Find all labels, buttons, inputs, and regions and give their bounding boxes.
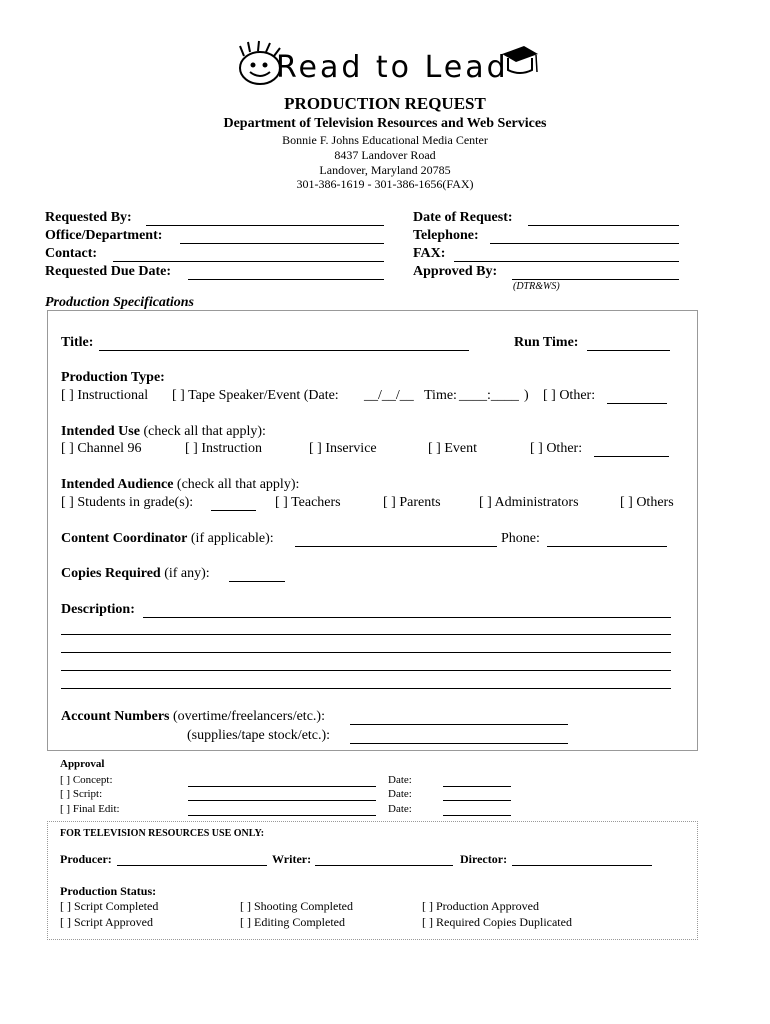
office-label: Office/Department: bbox=[45, 228, 163, 243]
copies-label: Copies Required bbox=[61, 566, 161, 581]
specs-heading: Production Specifications bbox=[45, 295, 194, 310]
ia-students[interactable]: [ ] Students in grade(s): bbox=[61, 495, 194, 510]
run-time-field[interactable] bbox=[587, 350, 670, 351]
status-production-approved[interactable]: [ ] Production Approved bbox=[422, 899, 539, 913]
intended-audience-line bbox=[61, 477, 299, 493]
production-status-label: Production Status: bbox=[60, 884, 157, 898]
contact-field[interactable] bbox=[113, 261, 384, 262]
fax-label: FAX: bbox=[413, 246, 446, 261]
director-field[interactable] bbox=[512, 865, 652, 866]
cc-phone-label: Phone: bbox=[501, 531, 540, 546]
pt-date-blank[interactable]: __/__/__ bbox=[364, 388, 414, 403]
due-date-field[interactable] bbox=[188, 279, 384, 280]
concept-signature[interactable] bbox=[188, 786, 376, 787]
ia-administrators[interactable]: [ ] Administrators bbox=[479, 495, 579, 510]
department: Department of Television Resources and Web Services bbox=[223, 116, 547, 131]
dtr-ws-note: (DTR&WS) bbox=[513, 281, 560, 292]
ia-parents[interactable]: [ ] Parents bbox=[383, 495, 441, 510]
content-coordinator-label: Content Coordinator bbox=[61, 531, 188, 546]
iu-inservice[interactable]: [ ] Inservice bbox=[309, 441, 377, 456]
intended-use-note: (check all that apply): bbox=[143, 424, 266, 439]
copies-field[interactable] bbox=[229, 581, 285, 582]
title-label: Title: bbox=[61, 335, 94, 350]
pt-tape-speaker[interactable]: [ ] Tape Speaker/Event (Date: bbox=[172, 388, 339, 403]
phones: 301-386-1619 - 301-386-1656(FAX) bbox=[296, 177, 474, 191]
intended-use-line bbox=[61, 424, 266, 440]
concept-date-label: Date: bbox=[388, 774, 412, 786]
content-coordinator-note: (if applicable): bbox=[190, 531, 274, 546]
account-numbers-line bbox=[61, 709, 325, 725]
producer-field[interactable] bbox=[117, 865, 267, 866]
content-coordinator-field[interactable] bbox=[295, 546, 497, 547]
final-edit-date-label: Date: bbox=[388, 803, 412, 815]
telephone-label: Telephone: bbox=[413, 228, 479, 243]
ia-others[interactable]: [ ] Others bbox=[620, 495, 674, 510]
status-shooting-completed[interactable]: [ ] Shooting Completed bbox=[240, 899, 353, 913]
intended-audience-label: Intended Audience bbox=[61, 477, 174, 492]
date-of-request-field[interactable] bbox=[528, 225, 679, 226]
status-copies-duplicated[interactable]: [ ] Required Copies Duplicated bbox=[422, 915, 572, 929]
title-field[interactable] bbox=[99, 350, 469, 351]
due-date-label: Requested Due Date: bbox=[45, 264, 171, 279]
producer-label: Producer: bbox=[60, 852, 112, 866]
office-field[interactable] bbox=[180, 243, 384, 244]
street: 8437 Landover Road bbox=[334, 148, 436, 162]
description-field[interactable] bbox=[143, 617, 671, 618]
content-coordinator-line bbox=[61, 531, 274, 547]
description-label: Description: bbox=[61, 602, 135, 617]
fax-field[interactable] bbox=[454, 261, 679, 262]
director-label: Director: bbox=[460, 852, 508, 866]
description-line-4[interactable] bbox=[61, 670, 671, 671]
overtime-note: (overtime/freelancers/etc.): bbox=[173, 709, 325, 724]
approval-heading: Approval bbox=[60, 758, 105, 770]
iu-other-field[interactable] bbox=[594, 456, 669, 457]
ia-students-field[interactable] bbox=[211, 510, 256, 511]
concept-date-field[interactable] bbox=[443, 786, 511, 787]
logo-text: Read to Lead bbox=[276, 50, 509, 85]
requested-by-label: Requested By: bbox=[45, 210, 132, 225]
iu-other[interactable]: [ ] Other: bbox=[530, 441, 583, 456]
pt-time-label: Time: bbox=[424, 388, 457, 403]
status-script-approved[interactable]: [ ] Script Approved bbox=[60, 915, 153, 929]
script-signature[interactable] bbox=[188, 800, 376, 801]
approved-by-label: Approved By: bbox=[413, 264, 498, 279]
pt-instructional[interactable]: [ ] Instructional bbox=[61, 388, 149, 403]
production-type-label: Production Type: bbox=[61, 370, 165, 385]
supplies-field[interactable] bbox=[350, 743, 568, 744]
status-script-completed[interactable]: [ ] Script Completed bbox=[60, 899, 159, 913]
pt-time-blank[interactable]: ____:____ bbox=[459, 388, 519, 403]
center-name: Bonnie F. Johns Educational Media Center bbox=[282, 133, 488, 147]
overtime-field[interactable] bbox=[350, 724, 568, 725]
iu-instruction[interactable]: [ ] Instruction bbox=[185, 441, 262, 456]
page-title: PRODUCTION REQUEST bbox=[284, 94, 486, 113]
pt-close: ) bbox=[524, 388, 529, 403]
script-date-field[interactable] bbox=[443, 800, 511, 801]
run-time-label: Run Time: bbox=[514, 335, 579, 350]
iu-event[interactable]: [ ] Event bbox=[428, 441, 477, 456]
telephone-field[interactable] bbox=[490, 243, 679, 244]
intended-use-label: Intended Use bbox=[61, 424, 140, 439]
requested-by-field[interactable] bbox=[146, 225, 384, 226]
approval-concept[interactable]: [ ] Concept: bbox=[60, 774, 113, 786]
cc-phone-field[interactable] bbox=[547, 546, 667, 547]
description-line-2[interactable] bbox=[61, 634, 671, 635]
final-edit-signature[interactable] bbox=[188, 815, 376, 816]
ia-teachers[interactable]: [ ] Teachers bbox=[275, 495, 341, 510]
copies-line bbox=[61, 566, 210, 582]
script-date-label: Date: bbox=[388, 788, 412, 800]
pt-other[interactable]: [ ] Other: bbox=[543, 388, 596, 403]
approval-final-edit[interactable]: [ ] Final Edit: bbox=[60, 803, 120, 815]
approved-by-field[interactable] bbox=[512, 279, 679, 280]
account-numbers-label: Account Numbers bbox=[61, 709, 170, 724]
city: Landover, Maryland 20785 bbox=[319, 163, 451, 177]
pt-other-field[interactable] bbox=[607, 403, 667, 404]
contact-label: Contact: bbox=[45, 246, 98, 261]
approval-script[interactable]: [ ] Script: bbox=[60, 788, 103, 800]
intended-audience-note: (check all that apply): bbox=[176, 477, 300, 492]
writer-label: Writer: bbox=[272, 852, 312, 866]
logo bbox=[232, 40, 542, 100]
date-of-request-label: Date of Request: bbox=[413, 210, 513, 225]
iu-channel[interactable]: [ ] Channel 96 bbox=[61, 441, 142, 456]
description-line-3[interactable] bbox=[61, 652, 671, 653]
writer-field[interactable] bbox=[315, 865, 453, 866]
status-editing-completed[interactable]: [ ] Editing Completed bbox=[240, 915, 345, 929]
tv-use-heading: FOR TELEVISION RESOURCES USE ONLY: bbox=[60, 828, 265, 839]
supplies-note: (supplies/tape stock/etc.): bbox=[187, 728, 331, 743]
description-line-5[interactable] bbox=[61, 688, 671, 689]
final-edit-date-field[interactable] bbox=[443, 815, 511, 816]
copies-note: (if any): bbox=[164, 566, 210, 581]
